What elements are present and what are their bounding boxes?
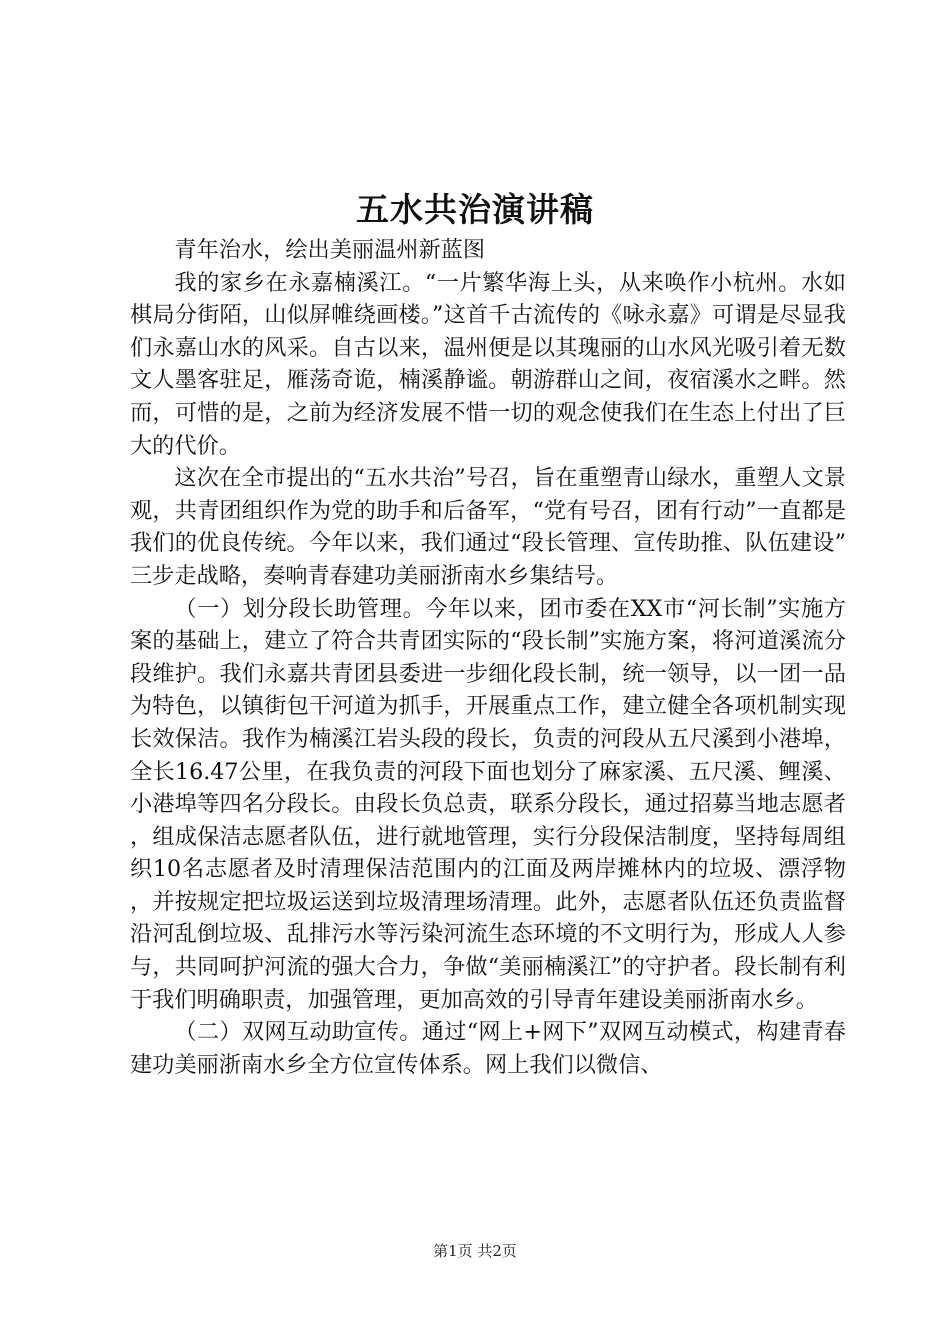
- paragraph: （二）双网互动助宣传。通过“网上+网下”双网互动模式，构建青春建功美丽浙南水乡全方位宣传体系。网上我们以微信、: [130, 1019, 846, 1078]
- document-body: [130, 234, 846, 1081]
- paragraph: 这次在全市提出的“五水共治”号召，旨在重塑青山绿水，重塑人文景观，共青团组织作为党的助手和后备军，“党有号召，团有行动”一直都是我们的优良传统。今年以来，我们通过“段长管理、宣传助推、队伍建设”三步走战略，奏响青春建功美丽浙南水乡集结号。: [130, 465, 846, 589]
- document-subtitle: 青年治水，绘出美丽温州新蓝图: [174, 237, 486, 263]
- paragraph: 我的家乡在永嘉楠溪江。“一片繁华海上头，从来唤作小杭州。水如棋局分街陌，山似屏帷绕画楼。”这首千古流传的《咏永嘉》可谓是尽显我们永嘉山水的风采。自古以来，温州便是以其瑰丽的山水风光吸引着无数文人墨客驻足，雁荡奇诡，楠溪静谧。朝游群山之间，夜宿溪水之畔。然而，可惜的是，之前为经济发展不惜一切的观念使我们在生态上付出了巨大的代价。: [130, 269, 846, 459]
- document-title: 五水共治演讲稿: [356, 190, 594, 229]
- paragraph: （一）划分段长助管理。今年以来，团市委在XX市“河长制”实施方案的基础上，建立了符合共青团实际的“段长制”实施方案，将河道溪流分段维护。我们永嘉共青团县委进一步细化段长制，统一领导，以一团一品为特色，以镇街包干河道为抓手，开展重点工作，建立健全各项机制实现长效保洁。我作为楠溪江岩头段的段长，负责的河段从五尺溪到小港埠，全长16.47公里，在我负责的河段下面也划分了麻家溪、五尺溪、鲤溪、小港埠等四名分段长。由段长负总责，联系分段长，通过招募当地志愿者，组成保洁志愿者队伍，进行就地管理，实行分段保洁制度，坚持每周组织10名志愿者及时清理保洁范围内的江面及两岸摊林内的垃圾、漂浮物，并按规定把垃圾运送到垃圾清理场清理。此外，志愿者队伍还负责监督沿河乱倒垃圾、乱排污水等污染河流生态环境的不文明行为，形成人人参与，共同呵护河流的强大合力，争做“美丽楠溪江”的守护者。段长制有利于我们明确职责，加强管理，更加高效的引导青年建设美丽浙南水乡。: [130, 595, 846, 1013]
- page-number-footer: 第1页 共2页: [433, 1242, 517, 1260]
